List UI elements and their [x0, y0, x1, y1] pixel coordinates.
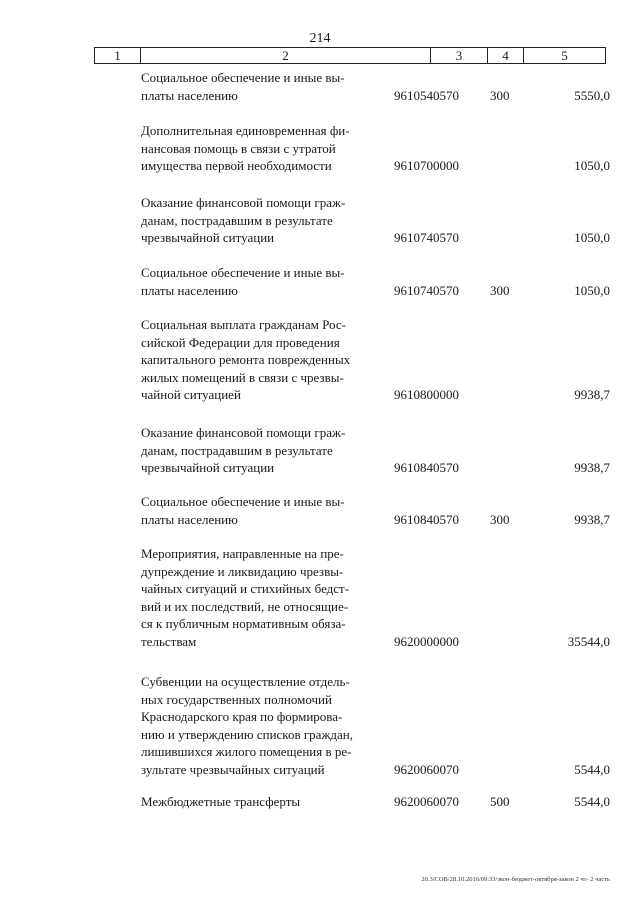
description-line: Мероприятия, направленные на пре- [141, 546, 344, 561]
description-line: ся к публичным нормативным обяза- [141, 616, 346, 631]
row-target-code: 9620060070 [394, 794, 459, 809]
description-line: дупреждение и ликвидацию чрезвы- [141, 563, 344, 579]
description-line: Дополнительная единовременная фи- [141, 123, 350, 138]
row-description [141, 793, 386, 811]
description-line: Субвенции на осуществление отдель- [141, 674, 350, 689]
row-description [141, 69, 386, 104]
description-line: капитального ремонта поврежденных [141, 352, 351, 367]
header-col-1: 1 [95, 48, 141, 63]
row-amount: 1050,0 [574, 230, 610, 245]
row-target-code: 9610840570 [394, 511, 459, 527]
row-expense-type: 300 [490, 282, 510, 298]
row-target-code: 9610740570 [394, 230, 459, 245]
row-expense-type: 300 [490, 511, 510, 527]
description-line: Социальное обеспечение и иные вы- [141, 265, 345, 280]
description-line: ных государственных полномочий [141, 691, 332, 707]
description-line: чрезвычайной ситуации [141, 230, 275, 245]
description-line: зультате чрезвычайных ситуаций [141, 761, 325, 777]
row-amount: 9938,7 [574, 387, 610, 402]
row-description [141, 316, 386, 404]
row-target-code: 9610800000 [394, 387, 459, 402]
description-line: Оказание финансовой помощи граж- [141, 195, 346, 210]
description-line: чайной ситуацией [141, 387, 241, 402]
description-line: Оказание финансовой помощи граж- [141, 425, 346, 440]
description-line: Краснодарского края по формирова- [141, 709, 343, 724]
description-line: нансовая помощь в связи с утратой [141, 140, 336, 156]
description-line: сийской Федерации для проведения [141, 334, 340, 350]
description-line: тельствам [141, 633, 197, 649]
description-line: чайных ситуаций и стихийных бедст- [141, 581, 350, 596]
description-line: Социальная выплата гражданам Рос- [141, 317, 346, 332]
row-amount: 5550,0 [574, 87, 610, 103]
row-target-code: 9610540570 [394, 87, 459, 103]
description-line: данам, пострадавшим в результате [141, 442, 333, 458]
row-target-code: 9610740570 [394, 282, 459, 298]
description-line: Межбюджетные трансферты [141, 794, 301, 809]
description-line: нию и утверждению списков граждан, [141, 726, 354, 742]
row-expense-type: 500 [490, 794, 510, 809]
row-description [141, 545, 386, 650]
row-description [141, 122, 386, 175]
row-description [141, 493, 386, 528]
row-target-code: 9610700000 [394, 158, 459, 173]
description-line: имущества первой необходимости [141, 158, 332, 173]
page-number: 214 [309, 31, 331, 46]
row-description [141, 673, 386, 778]
header-col-4: 4 [488, 48, 524, 63]
row-target-code: 9620000000 [394, 633, 459, 649]
row-description [141, 194, 386, 247]
header-col-3: 3 [431, 48, 488, 63]
row-expense-type: 300 [490, 87, 510, 103]
row-amount: 5544,0 [574, 761, 610, 777]
header-col-5: 5 [561, 48, 568, 63]
row-amount: 9938,7 [574, 511, 610, 527]
description-line: вий и их последствий, не относящие- [141, 598, 349, 614]
row-target-code: 9610840570 [394, 460, 459, 475]
header-col-2: 2 [141, 48, 431, 63]
description-line: чрезвычайной ситуации [141, 460, 275, 475]
row-amount: 1050,0 [574, 158, 610, 173]
description-line: Социальное обеспечение и иные вы- [141, 494, 345, 509]
description-line: лишившихся жилого помещения в ре- [141, 744, 352, 759]
row-amount: 35544,0 [567, 633, 610, 649]
description-line: данам, пострадавшим в результате [141, 212, 333, 228]
row-description [141, 424, 386, 477]
description-line: платы населению [141, 282, 238, 298]
footer-stamp: 20.3/СОВ/28.10.2016/09:33/зкон-бюджет-октября-закон 2 чт- 2 часть [421, 876, 610, 883]
row-target-code: 9620060070 [394, 761, 459, 777]
row-amount: 5544,0 [574, 794, 610, 809]
description-line: жилых помещений в связи с чрезвы- [141, 369, 344, 385]
row-description [141, 264, 386, 299]
row-amount: 1050,0 [574, 282, 610, 298]
table-header-row [94, 47, 606, 64]
description-line: платы населению [141, 87, 238, 103]
row-amount: 9938,7 [574, 460, 610, 475]
description-line: Социальное обеспечение и иные вы- [141, 70, 345, 85]
description-line: платы населению [141, 511, 238, 527]
